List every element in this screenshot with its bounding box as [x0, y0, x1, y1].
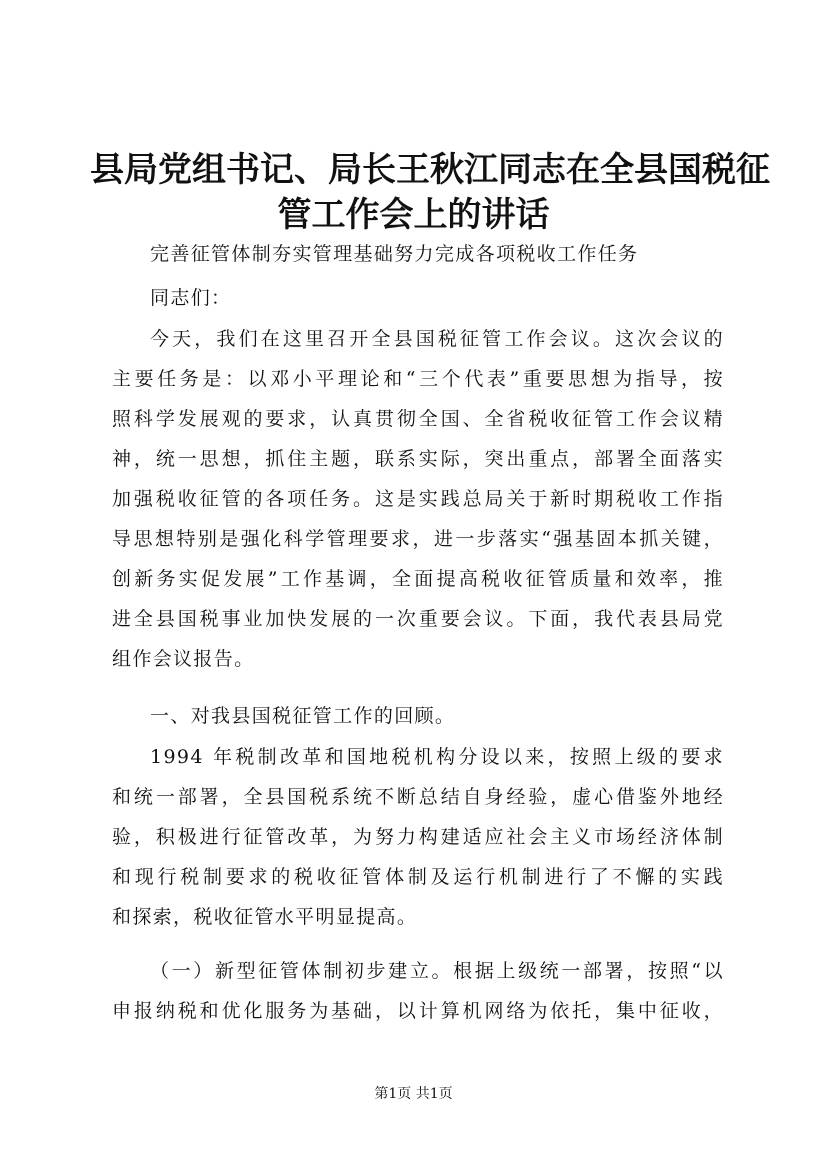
salutation: 同志们： — [150, 287, 232, 309]
paragraph-line: 1994 年税制改革和国地税机构分设以来，按照上级的要求 — [150, 746, 724, 768]
paragraph-line: 创新务实促发展”工作基调，全面提高税收征管质量和效率，推 — [112, 568, 724, 590]
paragraph-line: 和探索，税收征管水平明显提高。 — [112, 906, 418, 928]
document-title-line1: 县局党组书记、局长王秋江同志在全县国税征 — [90, 150, 770, 190]
page-number: 第1页 共1页 — [374, 1086, 453, 1102]
paragraph-line: 组作会议报告。 — [112, 648, 255, 670]
paragraph-line: 今天，我们在这里召开全县国税征管工作会议。这次会议的 — [150, 328, 724, 350]
paragraph-line: 和现行税制要求的税收征管体制及运行机制进行了不懈的实践 — [112, 866, 724, 888]
document-title-line2: 管工作会上的讲话 — [277, 195, 550, 235]
document-subtitle: 完善征管体制夯实管理基础努力完成各项税收工作任务 — [150, 243, 639, 265]
paragraph-line: 照科学发展观的要求，认真贯彻全国、全省税收征管工作会议精 — [112, 408, 724, 430]
paragraph-line: 主要任务是：以邓小平理论和“三个代表”重要思想为指导，按 — [112, 368, 724, 390]
paragraph-line: 导思想特别是强化科学管理要求，进一步落实“强基固本抓关键， — [112, 528, 724, 550]
paragraph-line: 进全县国税事业加快发展的一次重要会议。下面，我代表县局党 — [112, 608, 724, 630]
paragraph-line: 申报纳税和优化服务为基础，以计算机网络为依托，集中征收， — [112, 1000, 724, 1022]
paragraph-line: （一）新型征管体制初步建立。根据上级统一部署，按照“以 — [150, 960, 724, 982]
paragraph-line: 加强税收征管的各项任务。这是实践总局关于新时期税收工作指 — [112, 488, 724, 510]
paragraph-line: 神，统一思想，抓住主题，联系实际，突出重点，部署全面落实 — [112, 448, 724, 470]
section-heading: 一、对我县国税征管工作的回顾。 — [150, 705, 456, 727]
paragraph-line: 验，积极进行征管改革，为努力构建适应社会主义市场经济体制 — [112, 826, 724, 848]
paragraph-line: 和统一部署，全县国税系统不断总结自身经验，虚心借鉴外地经 — [112, 786, 724, 808]
